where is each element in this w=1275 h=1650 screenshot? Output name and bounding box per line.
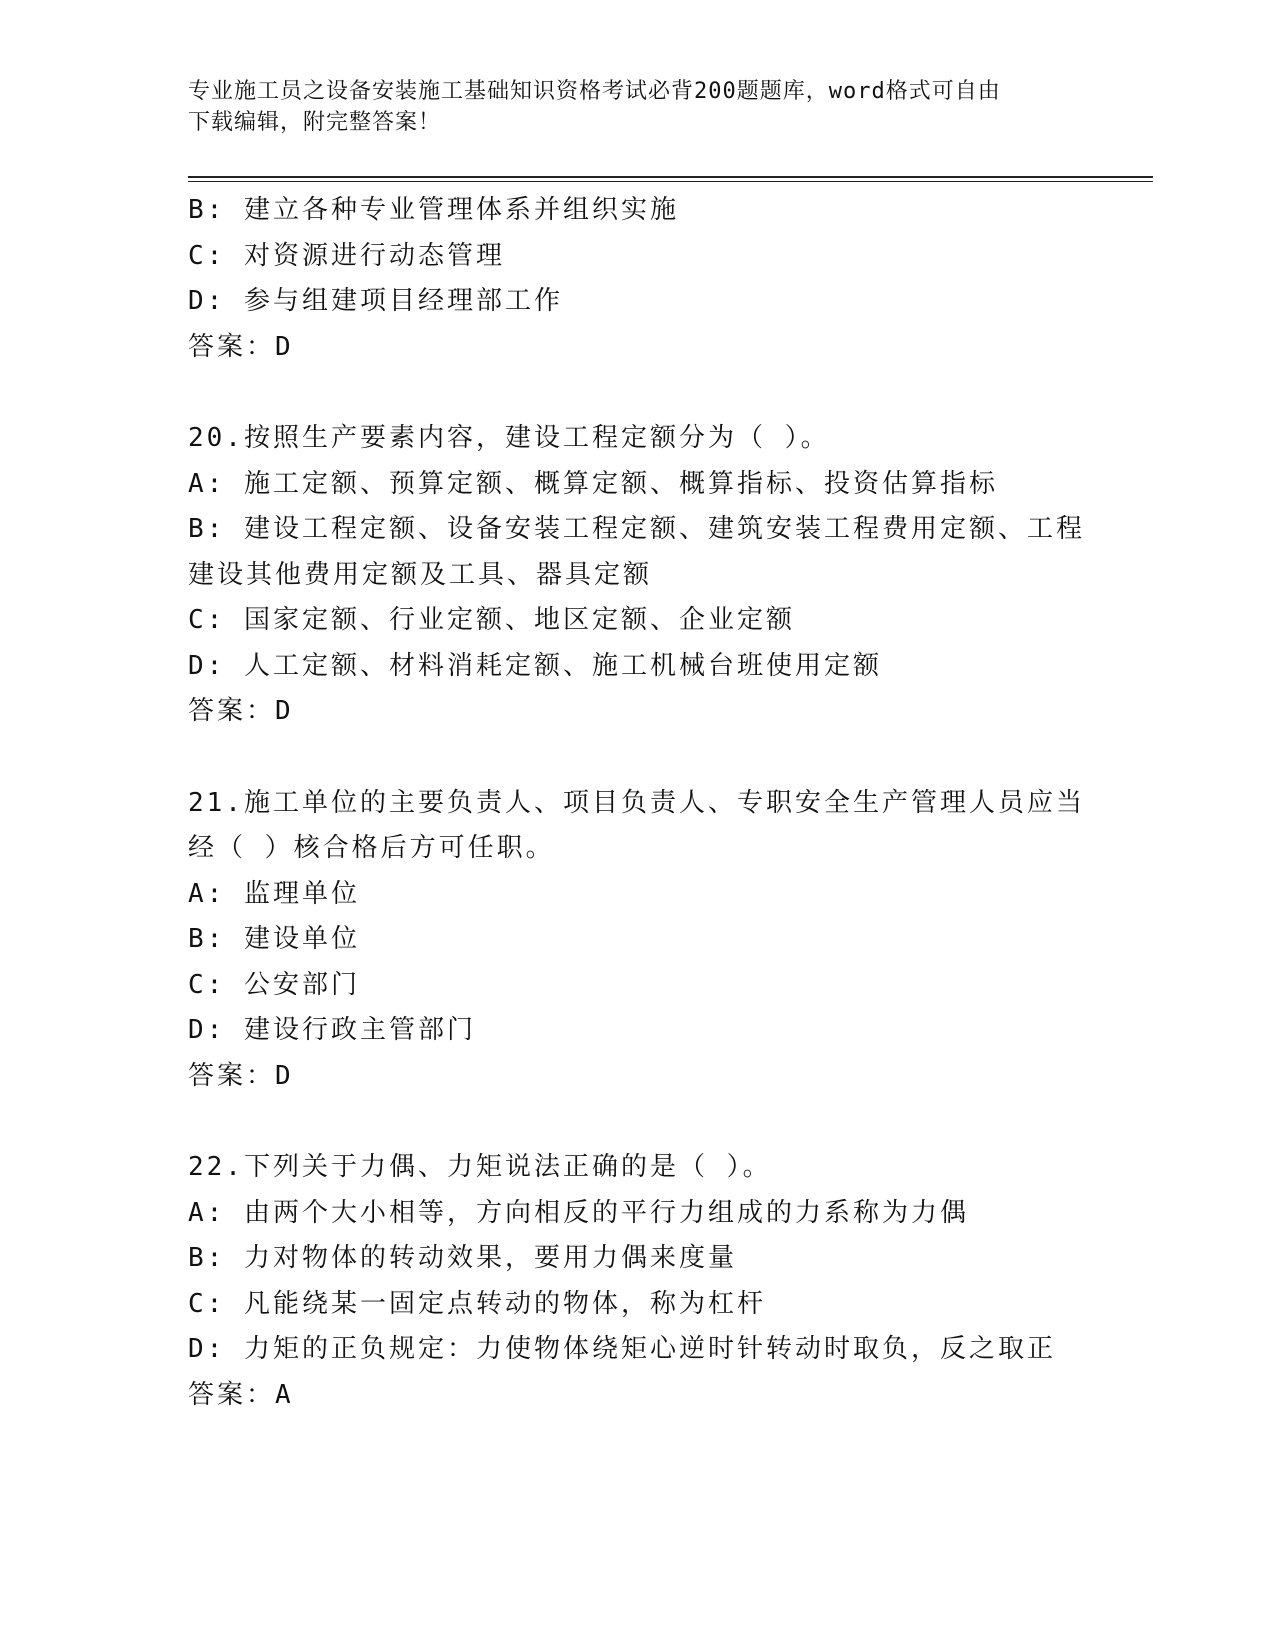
question-content [188, 188, 1088, 1418]
option-d: D: 人工定额、材料消耗定额、施工机械台班使用定额 [188, 650, 882, 681]
option-a: A: 由两个大小相等，方向相反的平行力组成的力系称为力偶 [188, 1197, 969, 1228]
header-divider-thin [188, 181, 1153, 182]
document-header [188, 76, 1068, 138]
option-b: B: 建立各种专业管理体系并组织实施 [188, 195, 679, 225]
answer: 答案：D [188, 696, 294, 726]
answer: 答案：A [188, 1379, 294, 1410]
option-a: A: 施工定额、预算定额、概算定额、概算指标、投资估算指标 [188, 468, 998, 499]
question-text: 21.施工单位的主要负责人、项目负责人、专职安全生产管理人员应当 [188, 787, 1085, 818]
option-b: B: 建设单位 [188, 924, 360, 954]
question-block-20 [188, 416, 1088, 735]
question-text: 20.按照生产要素内容，建设工程定额分为（ ）。 [188, 423, 830, 453]
option-d: D: 建设行政主管部门 [188, 1015, 476, 1045]
header-line-1: 专业施工员之设备安装施工基础知识资格考试必背200题题库，word格式可自由 [188, 79, 1001, 104]
option-c: C: 公安部门 [188, 969, 360, 1000]
option-d: D: 参与组建项目经理部工作 [188, 286, 563, 316]
question-block-21 [188, 781, 1088, 1100]
answer: 答案：D [188, 1060, 294, 1091]
option-b: B: 建设工程定额、设备安装工程定额、建筑安装工程费用定额、工程 [188, 514, 1085, 544]
option-d: D: 力矩的正负规定：力使物体绕矩心逆时针转动时取负，反之取正 [188, 1334, 1056, 1364]
question-text: 22.下列关于力偶、力矩说法正确的是（ ）。 [188, 1152, 772, 1182]
question-block-prev [188, 188, 1088, 370]
question-text-continued: 经（ ）核合格后方可任职。 [188, 833, 555, 863]
option-b-continued: 建设其他费用定额及工具、器具定额 [188, 559, 653, 590]
option-c: C: 凡能绕某一固定点转动的物体，称为杠杆 [188, 1288, 766, 1319]
header-line-2: 下载编辑，附完整答案！ [188, 110, 442, 135]
option-c: C: 国家定额、行业定额、地区定额、企业定额 [188, 605, 795, 635]
question-block-22 [188, 1145, 1088, 1418]
option-b: B: 力对物体的转动效果，要用力偶来度量 [188, 1243, 737, 1273]
option-c: C: 对资源进行动态管理 [188, 240, 505, 271]
option-a: A: 监理单位 [188, 878, 360, 909]
answer: 答案：D [188, 331, 294, 362]
header-divider-thick [188, 176, 1153, 178]
